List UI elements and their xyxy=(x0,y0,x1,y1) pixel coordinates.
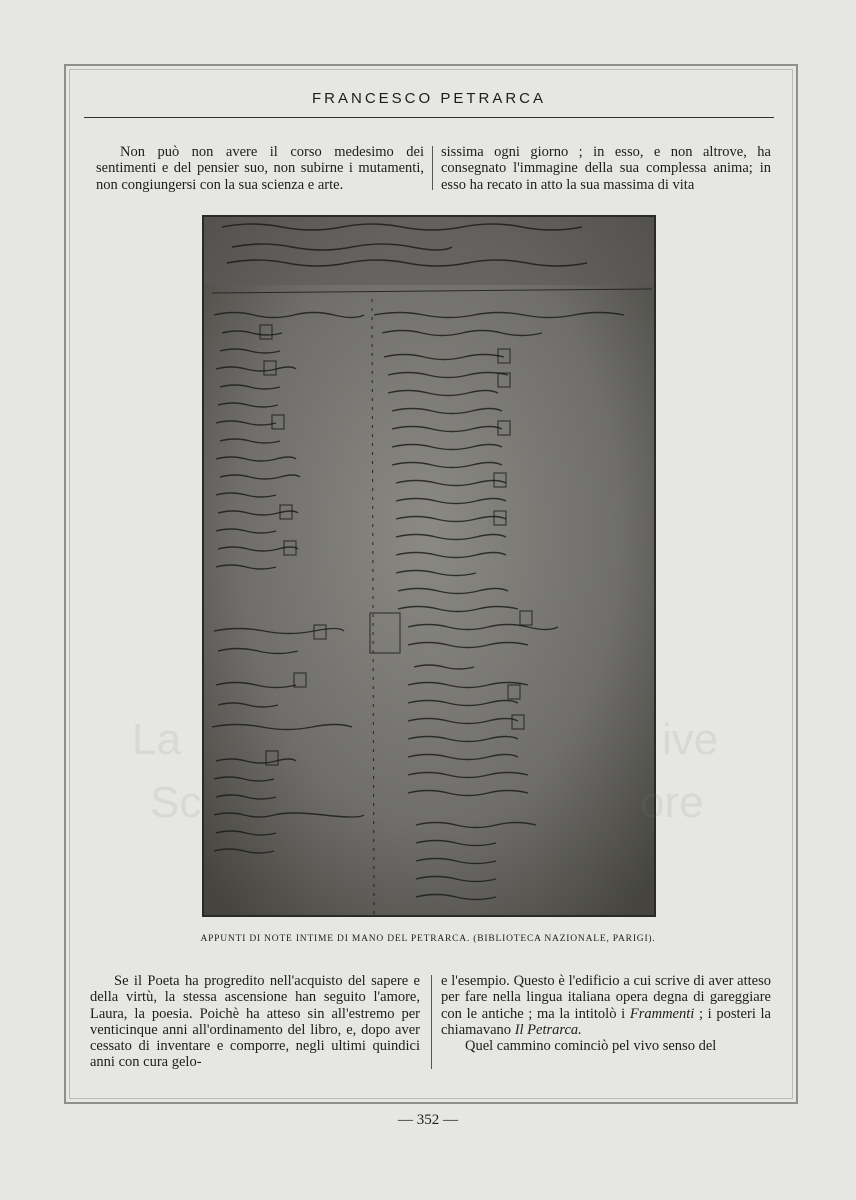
text-column-top-right xyxy=(441,144,771,193)
figure-caption: APPUNTI DI NOTE INTIME DI MANO DEL PETRARCA. (BIBLIOTECA NAZIONALE, PARIGI). xyxy=(200,934,656,944)
italic-title: Frammenti xyxy=(629,1005,695,1022)
watermark-text: ore xyxy=(640,778,704,827)
paragraph xyxy=(441,973,771,1038)
text-run: ; i posteri la chiamavano xyxy=(441,1005,771,1038)
text-run: e l'esempio. Questo è l'edificio a cui scrive di aver atteso per fare nella lingua italiana opera degna di gareggiare con le antiche ; ma la intitolò i xyxy=(441,973,771,1022)
paragraph: sissima ogni giorno ; in esso, e non altrove, ha consegnato l'immagine della sua complessa anima; in esso ha recato in atto la sua massima di vita xyxy=(441,144,771,193)
watermark-text: ive xyxy=(662,715,719,764)
watermark-text: La xyxy=(132,715,181,764)
header-rule xyxy=(84,117,774,118)
paragraph: Se il Poeta ha progredito nell'acquisto del sapere e della virtù, la stessa ascensione han seguito l'amore, Laura, la poesia. Poichè ha atteso sin all'estremo per venticinque anni all'ordinamento del libro, e, dopo aver cessato di inventare e comporre, negli ultimi quindici anni con cura gelo- xyxy=(90,973,420,1071)
paragraph: Quel cammino cominciò pel vivo senso del xyxy=(465,1038,717,1055)
column-divider xyxy=(432,146,433,190)
paragraph: Non può non avere il corso medesimo dei sentimenti e del pensier suo, non subirne i mutamenti, non congiungersi con la sua scienza e arte. xyxy=(96,144,424,193)
text-column-bottom-left xyxy=(90,973,420,1071)
italic-title: Il Petrarca. xyxy=(514,1021,582,1038)
manuscript-photo xyxy=(202,215,656,917)
running-head: FRANCESCO PETRARCA xyxy=(311,90,547,107)
manuscript-image xyxy=(202,215,656,917)
page-number: — 352 — xyxy=(398,1112,458,1128)
watermark-text: Sc xyxy=(150,778,202,827)
text-column-top-left xyxy=(96,144,424,193)
column-divider xyxy=(431,975,432,1069)
text-column-bottom-right xyxy=(441,973,771,1054)
